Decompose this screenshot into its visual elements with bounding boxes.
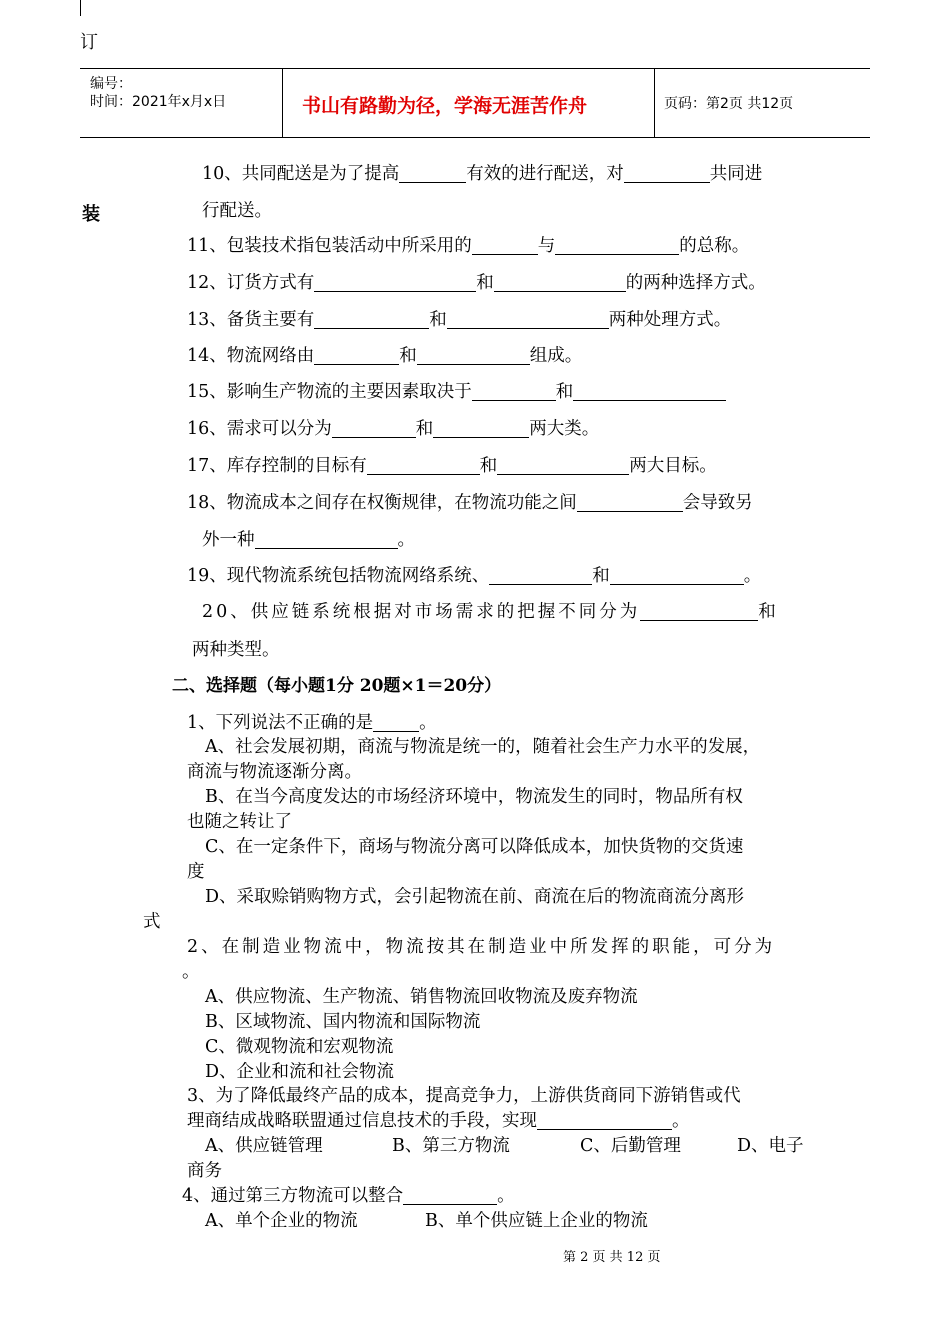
choice-q3-option-c: C、后勤管理: [580, 1136, 681, 1156]
choice-q1-option-c: C、在一定条件下，商场与物流分离可以降低成本，加快货物的交货速: [205, 837, 744, 857]
choice-q3-option-d: D、电子: [737, 1136, 804, 1156]
choice-q1-option-c-cont: 度: [187, 862, 205, 882]
answer-blank[interactable]: [497, 456, 629, 475]
question-13: 13、备货主要有 和 两种处理方式。: [187, 310, 732, 330]
question-17: 17、库存控制的目标有 和 两大目标。: [187, 456, 717, 476]
answer-blank[interactable]: [624, 164, 710, 183]
answer-blank[interactable]: [447, 310, 609, 329]
header-divider-right: [654, 69, 655, 137]
choice-q2-option-a: A、供应物流、生产物流、销售物流回收物流及废弃物流: [205, 987, 638, 1007]
answer-blank[interactable]: [367, 456, 480, 475]
answer-blank[interactable]: [417, 346, 530, 365]
answer-blank[interactable]: [255, 530, 398, 549]
answer-blank[interactable]: [403, 1186, 497, 1205]
choice-q3-option-b: B、第三方物流: [392, 1136, 510, 1156]
choice-q4-option-a: A、单个企业的物流: [205, 1211, 358, 1231]
answer-blank[interactable]: [314, 273, 476, 292]
answer-blank[interactable]: [537, 1111, 672, 1130]
answer-blank[interactable]: [489, 566, 592, 585]
answer-blank[interactable]: [573, 382, 726, 401]
question-10: 10、共同配送是为了提高 有效的进行配送，对 共同进: [202, 164, 763, 184]
header-date: 时间：2021年x月x日: [90, 94, 227, 110]
header-page-info: 页码：第2页 共12页: [664, 96, 794, 112]
choice-q2-stem-cont: 。: [182, 962, 200, 982]
question-20: 20、供应链系统根据对市场需求的把握不同分为 和: [202, 602, 779, 622]
binding-mark-zhuang: 装: [82, 204, 100, 225]
binding-mark-ding: 订: [80, 32, 98, 53]
choice-q2-option-b: B、区域物流、国内物流和国际物流: [205, 1012, 481, 1032]
answer-blank[interactable]: [399, 164, 466, 183]
question-12: 12、订货方式有 和 的两种选择方式。: [187, 273, 766, 293]
choice-q3-option-d-cont: 商务: [187, 1161, 222, 1181]
header-motto: 书山有路勤为径，学海无涯苦作舟: [302, 95, 588, 117]
answer-blank[interactable]: [610, 566, 744, 585]
section-title-choice: 二、选择题（每小题1分 20题×1＝20分）: [172, 676, 502, 696]
answer-blank[interactable]: [577, 493, 683, 512]
choice-q3-option-a: A、供应链管理: [205, 1136, 323, 1156]
question-14: 14、物流网络由 和 组成。: [187, 346, 583, 366]
binding-margin-line: [80, 0, 81, 16]
answer-blank[interactable]: [472, 236, 538, 255]
question-15: 15、影响生产物流的主要因素取决于 和: [187, 378, 726, 403]
question-19: 19、现代物流系统包括物流网络系统、 和 。: [187, 566, 762, 586]
answer-blank[interactable]: [494, 273, 626, 292]
question-20-cont: 两种类型。: [192, 640, 280, 660]
choice-q1-option-a-cont: 商流与物流逐渐分离。: [187, 762, 362, 782]
choice-q3-stem: 3、为了降低最终产品的成本，提高竞争力，上游供货商同下游销售或代: [187, 1086, 741, 1106]
choice-q1-option-b-cont: 也随之转让了: [187, 812, 292, 832]
choice-q2-option-c: C、微观物流和宏观物流: [205, 1037, 394, 1057]
choice-q2-option-d: D、企业和流和社会物流: [205, 1062, 395, 1082]
choice-q1-option-d-cont: 式: [143, 912, 161, 932]
answer-blank[interactable]: [332, 419, 416, 438]
answer-blank[interactable]: [555, 236, 679, 255]
choice-q1-stem: 1、下列说法不正确的是 。: [187, 713, 437, 733]
question-18: 18、物流成本之间存在权衡规律，在物流功能之间 会导致另: [187, 493, 753, 513]
question-10-cont: 行配送。: [202, 201, 272, 221]
question-11: 11、包装技术指包装活动中所采用的 与 的总称。: [187, 236, 750, 256]
answer-blank[interactable]: [373, 713, 419, 732]
answer-blank[interactable]: [433, 419, 529, 438]
header-divider-left: [282, 69, 283, 137]
answer-blank[interactable]: [314, 346, 399, 365]
choice-q3-stem-cont: 理商结成战略联盟通过信息技术的手段，实现 。: [187, 1111, 690, 1131]
choice-q4-stem: 4、通过第三方物流可以整合 。: [182, 1186, 515, 1206]
choice-q1-option-a: A、社会发展初期，商流与物流是统一的，随着社会生产力水平的发展，: [205, 737, 761, 757]
question-18-cont: 外一种 。: [202, 530, 415, 550]
choice-q1-option-b: B、在当今高度发达的市场经济环境中，物流发生的同时，物品所有权: [205, 787, 743, 807]
answer-blank[interactable]: [640, 602, 758, 621]
answer-blank[interactable]: [472, 382, 556, 401]
choice-q1-option-d: D、采取赊销购物方式，会引起物流在前、商流在后的物流商流分离形: [205, 887, 745, 907]
choice-q4-option-b: B、单个供应链上企业的物流: [425, 1211, 648, 1231]
answer-blank[interactable]: [314, 310, 429, 329]
page-footer: 第 2 页 共 12 页: [563, 1250, 661, 1265]
header-number-label: 编号：: [90, 76, 132, 92]
question-16: 16、需求可以分为 和 两大类。: [187, 419, 600, 439]
header-table: [80, 68, 870, 138]
choice-q2-stem: 2、在制造业物流中，物流按其在制造业中所发挥的职能，可分为: [187, 937, 776, 957]
